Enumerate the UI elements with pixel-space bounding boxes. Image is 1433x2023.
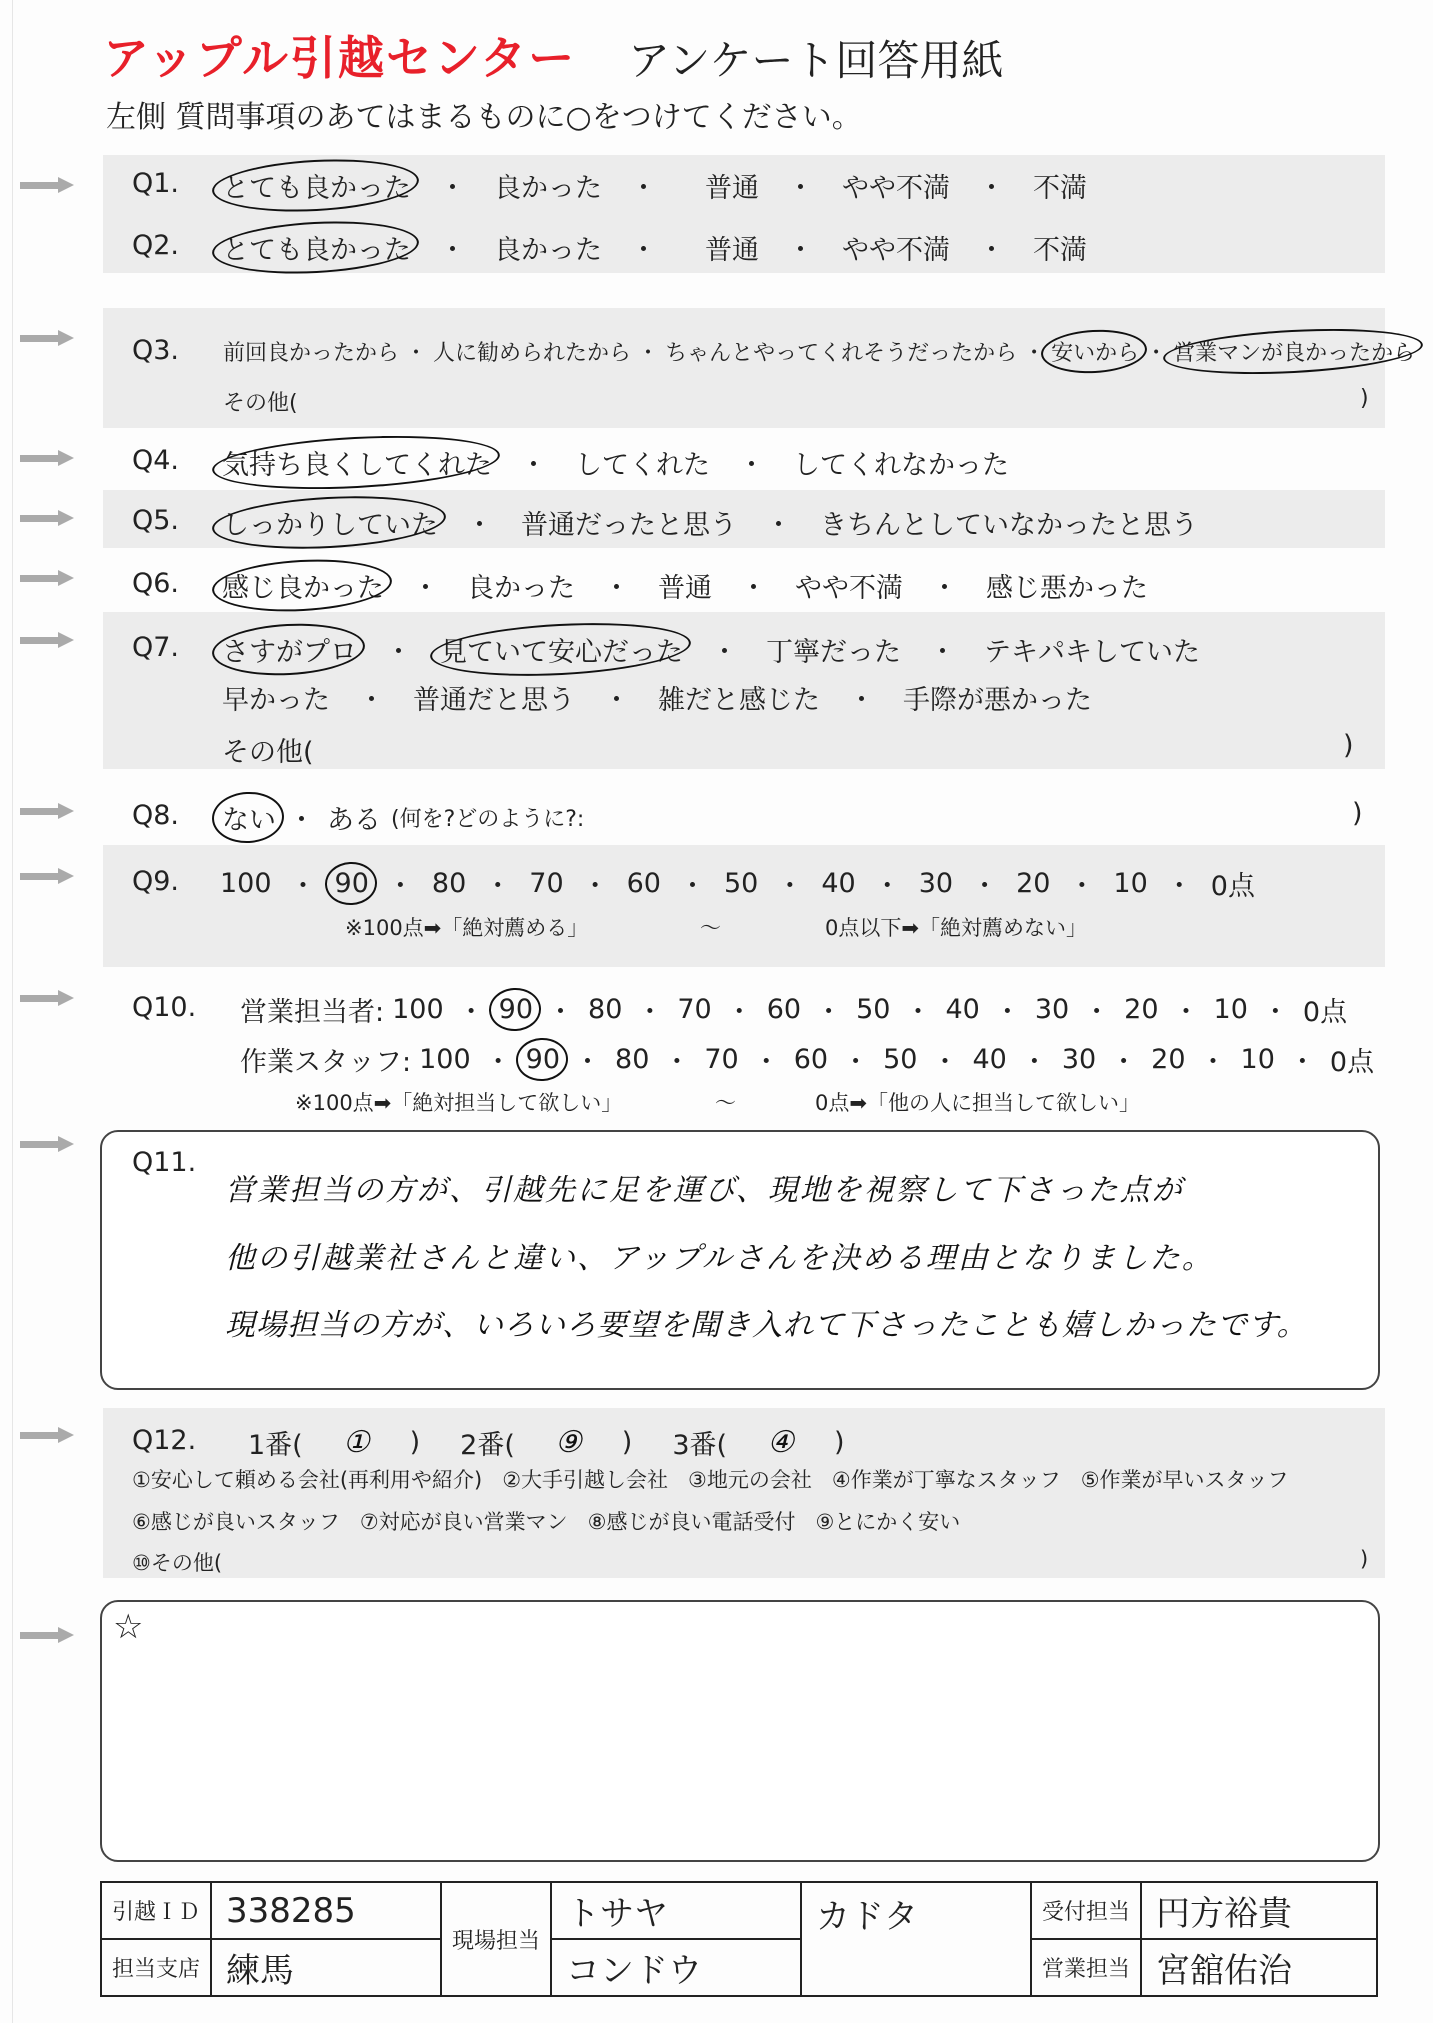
q12-choice-4: ④作業が丁寧なスタッフ [831, 1468, 1061, 1492]
q10-staff-score-0[interactable]: 0点 [1329, 1047, 1375, 1078]
q9-score-100[interactable]: 100 [220, 868, 272, 899]
arrow-icon [20, 632, 75, 648]
q3-label: Q3. [132, 335, 180, 366]
q9-label: Q9. [132, 866, 180, 897]
arrow-icon [20, 990, 75, 1006]
q12-choice-5: ⑤作業が早いスタッフ [1080, 1468, 1289, 1492]
q9-score-0[interactable]: 0点 [1210, 871, 1255, 902]
q10-sales-score-20[interactable]: 20 [1124, 994, 1159, 1025]
q11-label: Q11. [132, 1147, 197, 1178]
q7-option-7[interactable]: 雑だと感じた [658, 685, 820, 716]
q7-option-2[interactable]: 見ていて安心だった [440, 630, 683, 669]
q10-sales-score-100[interactable]: 100 [392, 994, 444, 1025]
q3-option-3[interactable]: ちゃんとやってくれそうだったから [665, 341, 1018, 366]
q10-staff-score-60[interactable]: 60 [793, 1044, 829, 1075]
q5-options: しっかりしていた ・ 普通だったと思う ・ きちんとしていなかったと思う [222, 503, 1198, 542]
q11-answer-line-3: 現場担当の方が、いろいろ要望を聞き入れて下さったことも嬉しかったです。 [225, 1308, 1308, 1343]
q10-staff-score-10[interactable]: 10 [1240, 1044, 1275, 1075]
q10-staff-score-30[interactable]: 30 [1061, 1044, 1097, 1075]
q12-choices-line2 [132, 1506, 960, 1536]
staff-info-table [100, 1881, 1378, 1997]
q12-choice-6: ⑥感じが良いスタッフ [132, 1510, 340, 1534]
q9-score-30[interactable]: 30 [918, 868, 954, 899]
q10-staff-score-40[interactable]: 40 [972, 1044, 1007, 1075]
q7-other-close: ) [1343, 730, 1354, 761]
q9-score-40[interactable]: 40 [821, 868, 856, 899]
q7-option-8[interactable]: 手際が悪かった [903, 685, 1092, 716]
q10-sales-score-0[interactable]: 0点 [1302, 997, 1348, 1028]
move-id-label: 引越ＩＤ [101, 1882, 211, 1939]
q10-staff-score-100[interactable]: 100 [419, 1044, 471, 1075]
q10-staff-row: 作業スタッフ: 100 ・ 90 ・ 80 ・ 70 ・ 60 ・ 50 ・ 40 ・ 30 ・ 20 ・ 10 ・ 0点 [240, 1040, 1374, 1079]
arrow-icon [20, 330, 75, 346]
q8-label: Q8. [132, 800, 180, 831]
q7-options-line2: 早かった ・ 普通だと思う ・ 雑だと感じた ・ 手際が悪かった [222, 678, 1092, 717]
q8-option-2[interactable]: ある [327, 805, 381, 836]
q7-label: Q7. [132, 632, 180, 663]
arrow-icon [20, 450, 75, 466]
q9-score-20[interactable]: 20 [1016, 868, 1051, 899]
move-id-value: 338285 [211, 1882, 441, 1939]
q10-sales-score-10[interactable]: 10 [1213, 994, 1248, 1025]
q11-answer-line-2: 他の引越業社さんと違い、アップルさんを決める理由となりました。 [225, 1241, 1214, 1276]
star-icon: ☆ [113, 1607, 144, 1647]
q12-label: Q12. [132, 1425, 197, 1456]
q4-option-3[interactable]: してくれなかった [793, 450, 1009, 481]
arrow-icon [20, 510, 75, 526]
q1-options: とても良かった ・ 良かった ・ 普通 ・ やや不満 ・ 不満 [222, 166, 1087, 205]
q9-note-tilde: ～ [700, 916, 721, 940]
q9-score-10[interactable]: 10 [1113, 868, 1148, 899]
q12-rank2-label: 2番( [460, 1430, 515, 1461]
q7-option-1[interactable]: さすがプロ [222, 630, 357, 669]
sales-value: 宮舘佑治 [1141, 1939, 1377, 1996]
arrow-icon [20, 868, 75, 884]
branch-value: 練馬 [211, 1939, 441, 1996]
q8-prompt[interactable]: (何を?どのように?: [391, 807, 585, 832]
q4-label: Q4. [132, 445, 180, 476]
q3-options: 前回良かったから ・ 人に勧められたから ・ ちゃんとやってくれそうだったから ・ 安いから ・ 営業マンが良かったから [223, 336, 1415, 367]
q10-staff-label: 作業スタッフ: [240, 1047, 412, 1078]
q12-choice-2: ②大手引越し会社 [502, 1468, 669, 1492]
q12-rank3-label: 3番( [672, 1430, 728, 1461]
q10-sales-row: 営業担当者: 100 ・ 90 ・ 80 ・ 70 ・ 60 ・ 50 ・ 40 ・ 30 ・ 20 ・ 10 ・ 0点 [240, 990, 1347, 1029]
reception-value: 円方裕貴 [1141, 1882, 1377, 1939]
q10-sales-score-60[interactable]: 60 [766, 994, 802, 1025]
q1-option-5[interactable]: 不満 [1033, 173, 1087, 204]
q10-note-tilde: ～ [715, 1091, 736, 1115]
q10-note-right: 0点➡「他の人に担当して欲しい」 [815, 1091, 1140, 1115]
q3-option-2[interactable]: 人に勧められたから [433, 341, 632, 366]
q10-sales-score-80[interactable]: 80 [588, 994, 623, 1025]
q3-option-5[interactable]: 営業マンが良かったから [1173, 336, 1415, 367]
q7-options-line1: さすがプロ ・ 見ていて安心だった ・ 丁寧だった ・ テキパキしていた [222, 630, 1200, 669]
branch-label: 担当支店 [101, 1939, 211, 1996]
sales-label: 営業担当 [1031, 1939, 1141, 1996]
q6-option-5[interactable]: 感じ悪かった [986, 573, 1148, 604]
q12-rank1-label: 1番( [248, 1430, 303, 1461]
q9-score-60[interactable]: 60 [626, 868, 661, 899]
q2-option-3[interactable]: 普通 [705, 235, 759, 266]
q1-label: Q1. [132, 168, 180, 199]
q3-option-4[interactable]: 安いから [1051, 336, 1139, 367]
arrow-icon [20, 1136, 75, 1152]
q7-other[interactable]: その他( [222, 737, 314, 768]
q10-sales-score-50[interactable]: 50 [856, 994, 891, 1025]
q4-option-1[interactable]: 気持ち良くしてくれた [222, 443, 492, 482]
q12-choice-7: ⑦対応が良い営業マン [359, 1510, 568, 1534]
q6-label: Q6. [132, 568, 180, 599]
site-staff-2: コンドウ [551, 1939, 801, 1996]
q9-score-80[interactable]: 80 [431, 868, 467, 899]
q8-close: ) [1352, 798, 1363, 829]
q12-choice-1: ①安心して頼める会社(再利用や紹介) [132, 1468, 483, 1492]
arrow-icon [20, 570, 75, 586]
q12-rank3-value[interactable]: ④ [767, 1425, 794, 1460]
q9-note-right: 0点以下➡「絶対薦めない」 [825, 916, 1087, 940]
q12-choice-8: ⑧感じが良い電話受付 [587, 1510, 796, 1534]
q2-option-4[interactable]: やや不満 [842, 235, 950, 266]
q9-score-90[interactable]: 90 [334, 868, 369, 899]
q10-staff-score-70[interactable]: 70 [704, 1044, 739, 1075]
arrow-icon [20, 803, 75, 819]
q7-option-5[interactable]: 早かった [222, 685, 330, 716]
q7-option-6[interactable]: 普通だと思う [413, 685, 575, 716]
q2-option-5[interactable]: 不満 [1033, 235, 1087, 266]
arrow-icon [20, 1627, 75, 1643]
q3-option-1[interactable]: 前回良かったから [223, 341, 400, 366]
q9-note-left: ※100点➡「絶対薦める」 [345, 916, 589, 940]
q12-choice-3: ③地元の会社 [688, 1468, 812, 1492]
free-comment-box[interactable] [100, 1600, 1380, 1862]
q5-option-2[interactable]: 普通だったと思う [521, 510, 737, 541]
q10-staff-score-20[interactable]: 20 [1151, 1044, 1186, 1075]
q12-ranks [248, 1423, 845, 1462]
q10-staff-score-50[interactable]: 50 [883, 1044, 918, 1075]
q5-label: Q5. [132, 505, 180, 536]
q1-option-4[interactable]: やや不満 [842, 173, 950, 204]
arrow-icon [20, 177, 75, 193]
brand-title: アップル引越センター [103, 31, 577, 85]
q6-option-4[interactable]: やや不満 [795, 573, 903, 604]
q6-option-2[interactable]: 良かった [467, 573, 575, 604]
q6-option-1[interactable]: 感じ良かった [222, 566, 384, 605]
q11-answer-line-1: 営業担当の方が、引越先に足を運び、現地を視察して下さった点が [225, 1173, 1184, 1208]
q8-option-1[interactable]: ない [222, 798, 276, 837]
q12-rank3-close: ) [833, 1427, 845, 1458]
q2-option-2[interactable]: 良かった [494, 235, 602, 266]
q6-option-3[interactable]: 普通 [658, 573, 712, 604]
q12-other[interactable]: ⑩その他( [132, 1551, 223, 1575]
q9-scores: 100 ・ 90 ・ 80 ・ 70 ・ 60 ・ 50 ・ 40 ・ 30 ・ 20 ・ 10 ・ 0点 [220, 864, 1255, 903]
q3-other[interactable]: その他( [223, 391, 298, 416]
instruction-text: 左側 質問事項のあてはまるものに○をつけてください。 [106, 100, 862, 135]
q10-label: Q10. [132, 992, 197, 1023]
q12-other-close: ) [1360, 1547, 1369, 1571]
q12-rank2-value[interactable]: ⑨ [554, 1425, 582, 1460]
q1-option-1[interactable]: とても良かった [222, 166, 411, 205]
q7-option-4[interactable]: テキパキしていた [984, 637, 1200, 668]
binder-margin-line [12, 0, 13, 2023]
q12-choices-line1 [132, 1464, 1289, 1494]
q2-label: Q2. [132, 230, 180, 261]
q3-other-close: ) [1360, 386, 1369, 411]
q9-score-70[interactable]: 70 [529, 868, 564, 899]
site-staff-1: トサヤ [551, 1882, 801, 1939]
q8-options: ない ・ ある (何を?どのように?: [222, 798, 584, 837]
q10-staff-score-90[interactable]: 90 [525, 1044, 561, 1075]
q6-options: 感じ良かった ・ 良かった ・ 普通 ・ やや不満 ・ 感じ悪かった [222, 566, 1148, 605]
q10-sales-label: 営業担当者: [240, 997, 385, 1028]
q12-choice-9: ⑨とにかく安い [815, 1510, 961, 1534]
q4-options: 気持ち良くしてくれた ・ してくれた ・ してくれなかった [222, 443, 1009, 482]
q2-option-1[interactable]: とても良かった [222, 228, 411, 267]
arrow-icon [20, 1427, 75, 1443]
q1-option-2[interactable]: 良かった [494, 173, 602, 204]
reception-label: 受付担当 [1031, 1882, 1141, 1939]
q1-option-3[interactable]: 普通 [705, 173, 759, 204]
q7-option-3[interactable]: 丁寧だった [766, 637, 901, 668]
q10-sales-score-30[interactable]: 30 [1034, 994, 1070, 1025]
q10-note-left: ※100点➡「絶対担当して欲しい」 [295, 1091, 623, 1115]
q2-options: とても良かった ・ 良かった ・ 普通 ・ やや不満 ・ 不満 [222, 228, 1087, 267]
site-staff-label: 現場担当 [441, 1882, 551, 1996]
form-title: アンケート回答用紙 [628, 36, 1004, 85]
q4-option-2[interactable]: してくれた [575, 450, 710, 481]
q12-rank2-close: ) [621, 1427, 633, 1458]
q10-sales-score-90[interactable]: 90 [498, 994, 534, 1025]
q5-option-3[interactable]: きちんとしていなかったと思う [820, 510, 1198, 541]
q9-score-50[interactable]: 50 [723, 868, 759, 899]
q10-sales-score-70[interactable]: 70 [677, 994, 712, 1025]
q10-sales-score-40[interactable]: 40 [945, 994, 980, 1025]
q12-rank1-close: ) [409, 1427, 421, 1458]
q5-option-1[interactable]: しっかりしていた [222, 503, 438, 542]
site-staff-3: カドタ [801, 1882, 1031, 1996]
q10-staff-score-80[interactable]: 80 [615, 1044, 650, 1075]
q12-rank1-value[interactable]: ① [342, 1425, 370, 1460]
